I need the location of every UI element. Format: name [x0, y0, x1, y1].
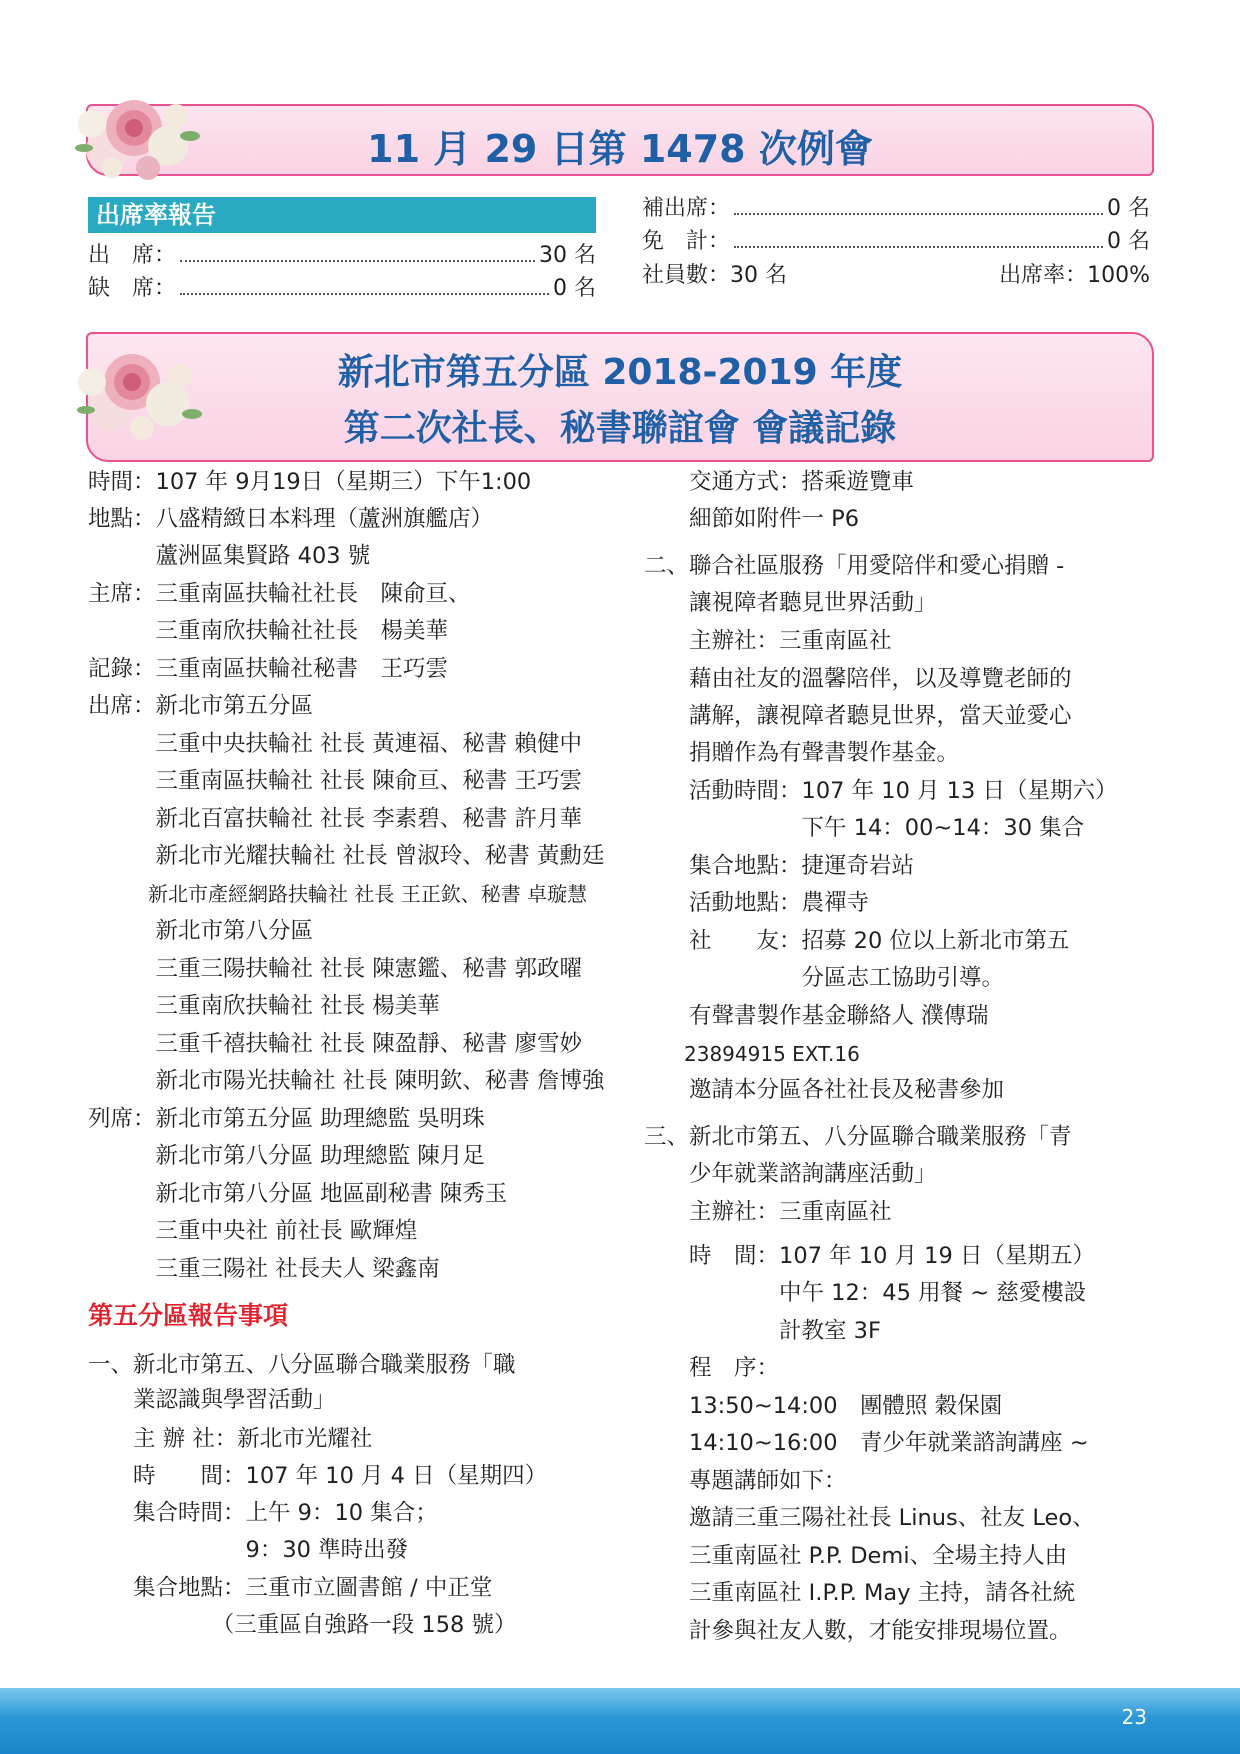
report-line: 邀請本分區各社社長及秘書參加	[644, 1077, 1005, 1103]
report-line: 三重南區社 P.P. Demi、全場主持人由	[644, 1543, 1068, 1569]
exempt-value: 0 名	[1107, 229, 1150, 254]
dotted-leader	[180, 292, 549, 295]
report-line: 時 間：107 年 10 月 19 日（星期五）	[644, 1243, 1095, 1269]
report-line: 9：30 準時出發	[88, 1537, 409, 1563]
report-line: 少年就業諮詢講座活動」	[644, 1161, 937, 1187]
report-line: 集合時間：上午 9：10 集合；	[88, 1500, 438, 1526]
makeup-row	[642, 194, 1150, 224]
report-line: 藉由社友的溫馨陪伴，以及導覽老師的	[644, 666, 1072, 692]
present-row	[88, 241, 596, 271]
footer-bar	[0, 1688, 1240, 1754]
report-line: 主辦社：三重南區社	[644, 1199, 892, 1225]
absent-row	[88, 274, 596, 304]
exempt-row	[642, 227, 1150, 257]
minutes-title-line1: 新北市第五分區 2018-2019 年度	[337, 352, 903, 393]
minutes-line: 新北百富扶輪社 社長 李素碧、秘書 許月華	[88, 806, 582, 832]
member-count: 社員數：30 名	[642, 263, 787, 288]
flower-decoration-icon	[72, 88, 204, 184]
minutes-line: 三重三陽扶輪社 社長 陳憲鑑、秘書 郭政曜	[88, 956, 582, 982]
report-line: 程 序：	[644, 1355, 780, 1381]
attendance-header: 出席率報告	[88, 197, 596, 233]
report-line: 有聲書製作基金聯絡人 濮傳瑞	[644, 1003, 989, 1029]
minutes-line: 三重南區扶輪社 社長 陳俞亘、秘書 王巧雲	[88, 768, 582, 794]
report-line: 細節如附件一 P6	[644, 506, 860, 532]
report-line: 23894915 EXT.16	[644, 1042, 860, 1066]
report-line: 二、聯合社區服務「用愛陪伴和愛心捐贈 -	[644, 553, 1065, 579]
present-label: 出 席：	[88, 243, 177, 268]
flower-decoration-icon	[72, 342, 204, 442]
minutes-line: 時間：107 年 9月19日（星期三）下午1:00	[88, 469, 532, 495]
minutes-line: 新北市第八分區 助理總監 陳月足	[88, 1143, 485, 1169]
report-line: 時 間：107 年 10 月 4 日（星期四）	[88, 1463, 548, 1489]
minutes-line: 新北市產經網路扶輪社 社長 王正欽、秘書 卓璇慧	[88, 882, 588, 906]
report-line: 專題講師如下：	[644, 1468, 847, 1494]
minutes-title-line2: 第二次社長、秘書聯誼會 會議記錄	[343, 408, 897, 449]
makeup-value: 0 名	[1107, 196, 1150, 221]
report-line: 捐贈作為有聲書製作基金。	[644, 740, 960, 766]
minutes-line: 三重千禧扶輪社 社長 陳盈靜、秘書 廖雪妙	[88, 1031, 582, 1057]
report-line: 活動地點：農禪寺	[644, 890, 870, 916]
minutes-line: 蘆洲區集賢路 403 號	[88, 543, 371, 569]
minutes-line: 三重中央社 前社長 歐輝煌	[88, 1218, 418, 1244]
report-line: 13:50~14:00 團體照 穀保園	[644, 1393, 1003, 1419]
report-line: 計教室 3F	[644, 1318, 881, 1344]
report-line: 下午 14：00~14：30 集合	[644, 815, 1085, 841]
report-line: 三重南區社 I.P.P. May 主持，請各社統	[644, 1580, 1076, 1606]
meeting-banner	[86, 104, 1154, 176]
report-line: 主辦社：三重南區社	[644, 628, 892, 654]
meeting-title: 11 月 29 日第 1478 次例會	[367, 127, 873, 171]
page-number: 23	[1121, 1705, 1147, 1729]
minutes-line: 記錄：三重南區扶輪社秘書 王巧雲	[88, 656, 449, 682]
dotted-leader	[180, 259, 535, 262]
minutes-line: 新北市陽光扶輪社 社長 陳明欽、秘書 詹博強	[88, 1068, 605, 1094]
report-line: 14:10~16:00 青少年就業諮詢講座 ~	[644, 1430, 1089, 1456]
minutes-banner	[86, 332, 1154, 462]
makeup-label: 補出席：	[642, 196, 731, 221]
exempt-label: 免 計：	[642, 229, 731, 254]
minutes-line: 地點：八盛精緻日本料理（蘆洲旗艦店）	[88, 506, 494, 532]
absent-label: 缺 席：	[88, 276, 177, 301]
report-line: 讓視障者聽見世界活動」	[644, 590, 937, 616]
dotted-leader	[734, 212, 1103, 215]
report-line: 三、新北市第五、八分區聯合職業服務「青	[644, 1124, 1072, 1150]
report-line: 活動時間：107 年 10 月 13 日（星期六）	[644, 778, 1118, 804]
minutes-line: 新北市光耀扶輪社 社長 曾淑玲、秘書 黃勳廷	[88, 843, 605, 869]
present-value: 30 名	[539, 243, 596, 268]
report-line: 交通方式：搭乘遊覽車	[644, 469, 915, 495]
report-line: 計參與社友人數，才能安排現場位置。	[644, 1618, 1072, 1644]
minutes-line: 新北市第八分區 地區副秘書 陳秀玉	[88, 1181, 508, 1207]
report-line: 分區志工協助引導。	[644, 965, 1005, 991]
report-line: 中午 12：45 用餐 ~ 慈愛樓設	[644, 1280, 1087, 1306]
report-line: 業認識與學習活動」	[88, 1387, 336, 1413]
minutes-line: 新北市第八分區	[88, 918, 314, 944]
report-line: 邀請三重三陽社社長 Linus、社友 Leo、	[644, 1505, 1095, 1531]
report-line: 講解，讓視障者聽見世界，當天並愛心	[644, 703, 1072, 729]
minutes-line: 三重南欣扶輪社 社長 楊美華	[88, 993, 440, 1019]
report-line: 主 辦 社：新北市光耀社	[88, 1426, 373, 1452]
minutes-line: 列席：新北市第五分區 助理總監 吳明珠	[88, 1106, 485, 1132]
attendance-rate: 出席率：100%	[999, 263, 1150, 288]
minutes-line: 主席：三重南區扶輪社社長 陳俞亘、	[88, 581, 471, 607]
report-heading: 第五分區報告事項	[88, 1301, 289, 1330]
report-line: 一、新北市第五、八分區聯合職業服務「職	[88, 1352, 516, 1378]
report-line: （三重區自強路一段 158 號）	[88, 1612, 517, 1638]
dotted-leader	[734, 245, 1103, 248]
minutes-line: 三重南欣扶輪社社長 楊美華	[88, 618, 449, 644]
absent-value: 0 名	[553, 276, 596, 301]
report-line: 集合地點：捷運奇岩站	[644, 853, 915, 879]
report-line: 社 友：招募 20 位以上新北市第五	[644, 928, 1070, 954]
minutes-line: 出席：新北市第五分區	[88, 693, 314, 719]
report-line: 集合地點：三重市立圖書館 / 中正堂	[88, 1575, 493, 1601]
minutes-line: 三重三陽社 社長夫人 梁鑫南	[88, 1256, 440, 1282]
minutes-line: 三重中央扶輪社 社長 黃連福、秘書 賴健中	[88, 731, 582, 757]
